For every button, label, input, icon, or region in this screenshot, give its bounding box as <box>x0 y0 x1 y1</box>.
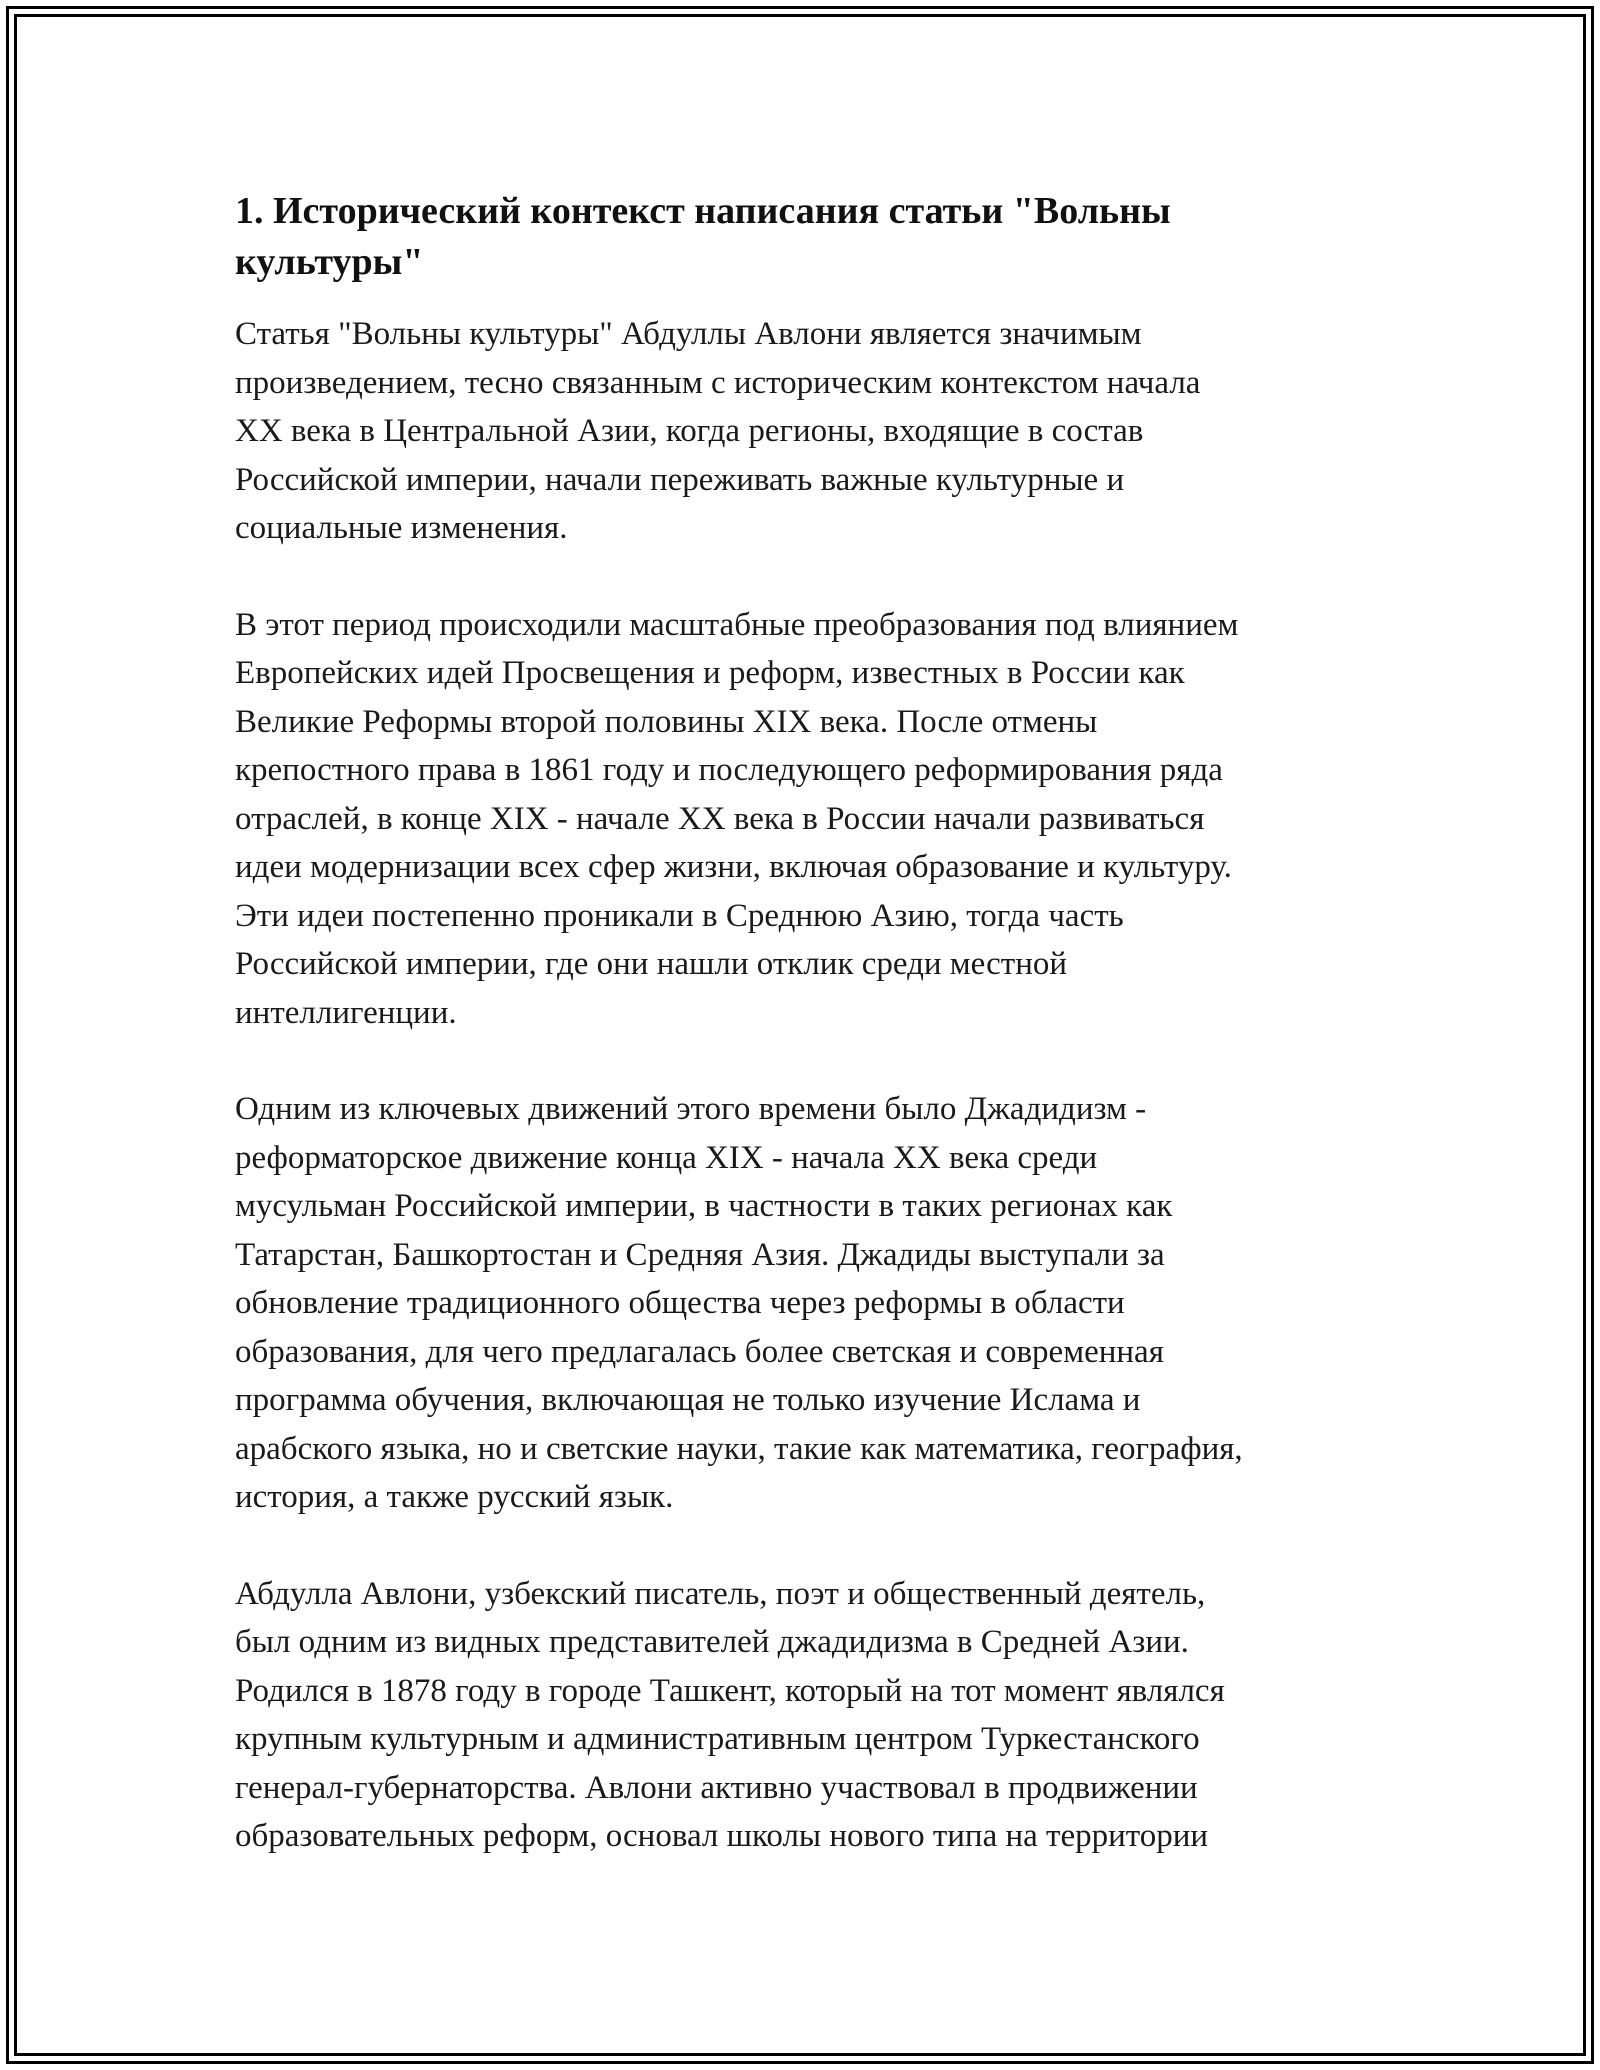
text-line: генерал-губернаторства. Авлони активно участвовал в продвижении <box>235 1769 1198 1806</box>
document-page <box>235 186 1375 1861</box>
paragraph-1 <box>235 310 1375 553</box>
text-line: история, а также русский язык. <box>235 1479 674 1515</box>
text-line: отраслей, в конце XIX - начале XX века в России начали развиваться <box>235 800 1205 837</box>
text-line: реформаторское движение конца XIX - начала XX века среди <box>235 1139 1098 1176</box>
text-line: социальные изменения. <box>235 510 568 546</box>
text-line: идеи модернизации всех сфер жизни, включая образование и культуру. <box>235 849 1232 885</box>
text-line: был одним из видных представителей джадидизма в Средней Азии. <box>235 1624 1189 1660</box>
section-heading <box>235 186 1375 288</box>
text-line: XX века в Центральной Азии, когда регионы, входящие в состав <box>235 413 1144 449</box>
text-line: Статья "Вольны культуры" Абдуллы Авлони является значимым <box>235 316 1142 352</box>
text-line: произведением, тесно связанным с историческим контекстом начала <box>235 364 1201 401</box>
text-line: крепостного права в 1861 году и последующего реформирования ряда <box>235 752 1223 788</box>
paragraph-4 <box>235 1570 1375 1861</box>
text-line: интеллигенции. <box>235 994 457 1031</box>
text-line: Европейских идей Просвещения и реформ, известных в России как <box>235 655 1185 691</box>
heading-line: культуры" <box>235 241 424 283</box>
text-line: арабского языка, но и светские науки, такие как математика, география, <box>235 1430 1243 1467</box>
text-line: образовательных реформ, основал школы нового типа на территории <box>235 1818 1209 1854</box>
text-line: В этот период происходили масштабные преобразования под влиянием <box>235 606 1239 643</box>
text-line: мусульман Российской империи, в частности в таких регионах как <box>235 1188 1173 1224</box>
text-line: программа обучения, включающая не только изучение Ислама и <box>235 1382 1141 1418</box>
paragraph-2 <box>235 601 1375 1038</box>
text-line: Татарстан, Башкортостан и Средняя Азия. Джадиды выступали за <box>235 1236 1165 1273</box>
text-line: Российской империи, начали переживать важные культурные и <box>235 461 1125 498</box>
text-line: Родился в 1878 году в городе Ташкент, который на тот момент являлся <box>235 1672 1225 1709</box>
text-line: образования, для чего предлагалась более светская и современная <box>235 1333 1164 1370</box>
text-line: Абдулла Авлони, узбекский писатель, поэт и общественный деятель, <box>235 1575 1206 1612</box>
text-line: Великие Реформы второй половины XIX века. После отмены <box>235 703 1098 740</box>
text-line: крупным культурным и административным центром Туркестанского <box>235 1721 1200 1757</box>
paragraph-3 <box>235 1085 1375 1522</box>
text-line: Эти идеи постепенно проникали в Среднюю Азию, тогда часть <box>235 897 1124 934</box>
heading-line: 1. Исторический контекст написания статьи "Вольны <box>235 190 1171 232</box>
text-line: Одним из ключевых движений этого времени было Джадидизм - <box>235 1091 1147 1127</box>
text-line: обновление традиционного общества через реформы в области <box>235 1285 1125 1321</box>
text-line: Российской империи, где они нашли отклик среди местной <box>235 946 1068 982</box>
